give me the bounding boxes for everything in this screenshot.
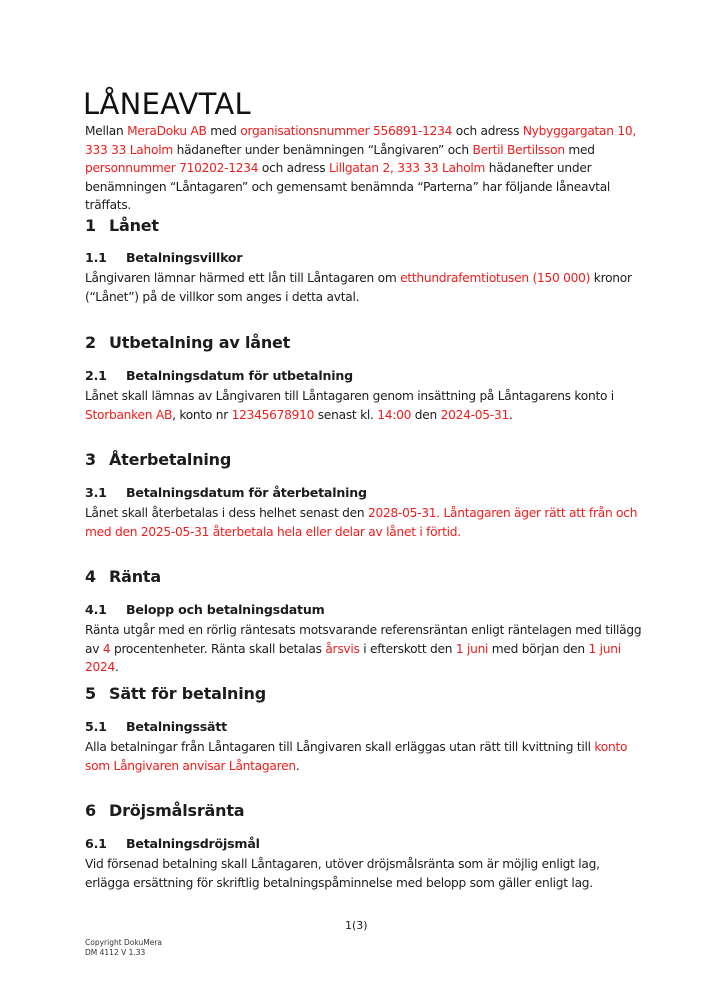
section-number: 6 xyxy=(85,801,96,820)
footer xyxy=(85,938,162,958)
section-number: 5 xyxy=(85,684,96,703)
text-run: Lånet skall återbetalas i dess helhet senast den xyxy=(85,506,368,520)
placeholder-value: 4 xyxy=(102,641,111,656)
section-title: Ränta xyxy=(109,567,161,586)
text-run: Lånet skall lämnas av Långivaren till Låntagaren genom insättning på Låntagarens konto i xyxy=(85,389,614,403)
placeholder-value: 1 juni 2024 xyxy=(85,641,621,675)
subsection-title: Betalningsdatum för återbetalning xyxy=(126,485,367,500)
text-run: och adress xyxy=(452,124,523,138)
subsection-title: Betalningsvillkor xyxy=(126,250,243,265)
placeholder-value: 1 juni xyxy=(455,641,489,656)
placeholder-value: 2028-05-31. Låntagaren äger rätt att från och med den 2025-05-31 återbetala hela eller delar av lånet i förtid. xyxy=(85,506,638,539)
text-run: med xyxy=(564,142,595,157)
placeholder-value: årsvis xyxy=(325,641,360,656)
section-number: 3 xyxy=(85,450,96,469)
section-heading xyxy=(85,567,161,587)
section-number: 4 xyxy=(85,567,96,586)
section-heading xyxy=(85,450,231,470)
placeholder-value: 2024-05-31 xyxy=(440,407,509,422)
subsection-title: Betalningsdröjsmål xyxy=(126,836,260,851)
subsection-title: Betalningsdatum för utbetalning xyxy=(126,368,353,383)
section-heading xyxy=(85,216,159,236)
subsection-heading xyxy=(85,602,325,618)
text-run: med början den xyxy=(488,641,589,656)
section-heading xyxy=(85,684,266,704)
section-body xyxy=(85,504,645,541)
section-heading xyxy=(85,333,290,353)
subsection-number: 4.1 xyxy=(85,602,107,617)
text-run: . xyxy=(115,660,119,675)
section-number: 1 xyxy=(85,216,96,235)
subsection-heading xyxy=(85,719,227,735)
section-body xyxy=(85,269,645,306)
text-run: och adress xyxy=(258,161,329,176)
section-number: 2 xyxy=(85,333,96,352)
text-run: hädanefter under benämningen “Långivaren” och xyxy=(172,142,473,157)
page-number: 1(3) xyxy=(345,919,368,932)
subsection-heading xyxy=(85,250,242,266)
text-run: . xyxy=(295,758,300,773)
section-title: Återbetalning xyxy=(109,450,232,469)
text-run: Alla betalningar från Låntagaren till Långivaren skall erläggas utan rätt till kvittning till xyxy=(85,740,595,754)
placeholder-value: organisationsnummer 556891-1234 xyxy=(240,124,453,138)
footer-copyright: Copyright DokuMera xyxy=(85,938,163,947)
section-title: Lånet xyxy=(109,216,159,235)
document-title: LÅNEAVTAL xyxy=(83,87,251,121)
text-run: Vid försenad betalning skall Låntagaren, utöver dröjsmålsränta som är möjlig enligt lag, erlägga ersättning för skriftlig betalningspåminnelse med belopp som gäller enligt lag. xyxy=(85,857,600,890)
text-run: hädanefter under benämningen “Låntagaren” och gemensamt benämnda “Parterna” har följande låneavtal träffats. xyxy=(85,161,611,213)
subsection-number: 5.1 xyxy=(85,719,107,734)
text-run: Ränta utgår med en rörlig räntesats motsvarande referensräntan enligt räntelagen med tillägg av xyxy=(85,623,642,656)
placeholder-value: Lillgatan 2, 333 33 Laholm xyxy=(328,161,486,176)
text-run: med xyxy=(206,124,241,138)
subsection-number: 1.1 xyxy=(85,250,107,265)
section-body xyxy=(85,387,645,424)
placeholder-value: 14:00 xyxy=(377,407,412,422)
placeholder-value: etthundrafemtiotusen (150 000) xyxy=(400,271,591,285)
text-run: senast kl. xyxy=(314,407,378,422)
subsection-title: Betalningssätt xyxy=(126,719,227,734)
text-run: . xyxy=(508,407,513,422)
subsection-number: 6.1 xyxy=(85,836,107,851)
placeholder-value: MeraDoku AB xyxy=(127,124,207,138)
section-heading xyxy=(85,801,244,821)
placeholder-value: konto som Långivaren anvisar Låntagaren xyxy=(85,740,628,773)
placeholder-value: Storbanken AB xyxy=(85,407,173,422)
section-body xyxy=(85,738,645,775)
intro-paragraph xyxy=(85,122,645,215)
placeholder-value: personnummer 710202-1234 xyxy=(85,161,259,176)
text-run: den xyxy=(411,407,441,422)
text-run: kronor (“Lånet”) på de villkor som anges i detta avtal. xyxy=(85,271,632,304)
section-body xyxy=(85,621,645,677)
placeholder-value: Bertil Bertilsson xyxy=(472,142,565,157)
text-run: Långivaren lämnar härmed ett lån till Låntagaren om xyxy=(85,271,401,285)
placeholder-value: 12345678910 xyxy=(231,407,315,422)
section-title: Sätt för betalning xyxy=(109,684,266,703)
text-run: Mellan xyxy=(85,124,128,138)
subsection-heading xyxy=(85,836,260,852)
subsection-title: Belopp och betalningsdatum xyxy=(126,602,325,617)
section-body xyxy=(85,855,645,892)
subsection-number: 2.1 xyxy=(85,368,107,383)
text-run: , konto nr xyxy=(172,407,232,422)
placeholder-value: Nybyggargatan 10, 333 33 Laholm xyxy=(85,124,637,157)
subsection-number: 3.1 xyxy=(85,485,107,500)
section-title: Dröjsmålsränta xyxy=(109,801,245,820)
subsection-heading xyxy=(85,485,367,501)
text-run: procentenheter. Ränta skall betalas xyxy=(110,641,326,656)
section-title: Utbetalning av lånet xyxy=(109,333,291,352)
subsection-heading xyxy=(85,368,353,384)
footer-doc-id: DM 4112 V 1.33 xyxy=(85,948,146,957)
text-run: i efterskott den xyxy=(359,641,456,656)
